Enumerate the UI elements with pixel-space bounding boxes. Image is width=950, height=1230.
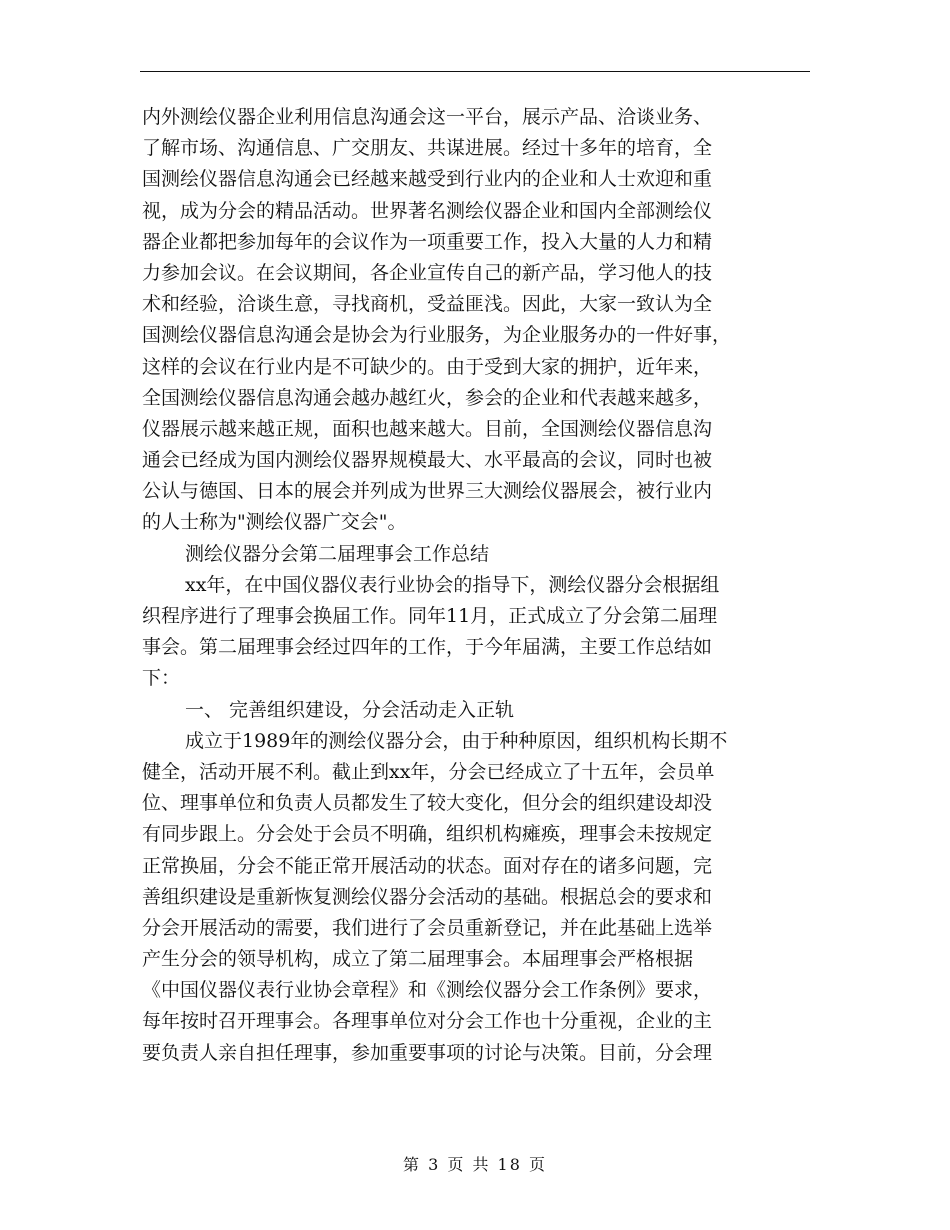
text-line: 产生分会的领导机构，成立了第二届理事会。本届理事会严格根据 [142, 948, 694, 971]
text-line: 全国测绘仪器信息沟通会越办越红火，参会的企业和代表越来越多， [142, 386, 713, 409]
text-line: xx年，在中国仪器仪表行业协会的指导下，测绘仪器分会根据组 [185, 573, 720, 596]
text-line: 下： [142, 667, 181, 690]
text-line: 仪器展示越来越正规，面积也越来越大。目前，全国测绘仪器信息沟 [142, 417, 713, 440]
text-line: 国测绘仪器信息沟通会是协会为行业服务，为企业服务办的一件好事， [142, 324, 732, 347]
text-line: 分会开展活动的需要，我们进行了会员重新登记，并在此基础上选举 [142, 916, 713, 939]
body-text [142, 102, 810, 1069]
text-line: 织程序进行了理事会换届工作。同年11月，正式成立了分会第二届理 [142, 605, 718, 627]
text-line: 一、 完善组织建设，分会活动走入正轨 [185, 698, 515, 721]
text-line: 成立于1989年的测绘仪器分会，由于种种原因，组织机构长期不 [185, 729, 728, 752]
text-line: 通会已经成为国内测绘仪器界规模最大、水平最高的会议，同时也被 [142, 449, 713, 472]
text-line: 测绘仪器分会第二届理事会工作总结 [185, 542, 490, 565]
text-line: 力参加会议。在会议期间，各企业宣传自己的新产品，学习他人的技 [142, 261, 713, 284]
text-line: 国测绘仪器信息沟通会已经越来越受到行业内的企业和人士欢迎和重 [142, 168, 713, 191]
text-line: 内外测绘仪器企业利用信息沟通会这一平台，展示产品、洽谈业务、 [142, 106, 713, 128]
text-line: 的人士称为"测绘仪器广交会"。 [142, 511, 407, 534]
text-line: 这样的会议在行业内是不可缺少的。由于受到大家的拥护，近年来， [142, 355, 713, 378]
text-line: 每年按时召开理事会。各理事单位对分会工作也十分重视，企业的主 [142, 1010, 713, 1033]
text-line: 有同步跟上。分会处于会员不明确，组织机构瘫痪，理事会未按规定 [142, 823, 713, 846]
text-line: 事会。第二届理事会经过四年的工作，于今年届满，主要工作总结如 [142, 636, 713, 659]
text-line: 位、理事单位和负责人员都发生了较大变化，但分会的组织建设却没 [142, 792, 713, 815]
text-line: 器企业都把参加每年的会议作为一项重要工作，投入大量的人力和精 [142, 230, 713, 253]
text-line: 健全，活动开展不利。截止到xx年，分会已经成立了十五年，会员单 [142, 760, 715, 783]
text-line: 术和经验，洽谈生意，寻找商机，受益匪浅。因此，大家一致认为全 [142, 293, 713, 316]
text-line: 了解市场、沟通信息、广交朋友、共谋进展。经过十多年的培育，全 [142, 137, 713, 160]
page-number-footer: 第 3 页 共 18 页 [403, 1155, 547, 1174]
text-line: 公认与德国、日本的展会并列成为世界三大测绘仪器展会，被行业内 [142, 480, 713, 503]
text-line: 视，成为分会的精品活动。世界著名测绘仪器企业和国内全部测绘仪 [142, 199, 713, 222]
text-line: 善组织建设是重新恢复测绘仪器分会活动的基础。根据总会的要求和 [142, 885, 713, 908]
text-line: 正常换届，分会不能正常开展活动的状态。面对存在的诸多问题，完 [142, 854, 713, 877]
text-line: 《中国仪器仪表行业协会章程》和《测绘仪器分会工作条例》要求， [142, 979, 713, 1002]
text-line: 要负责人亲自担任理事，参加重要事项的讨论与决策。目前，分会理 [142, 1041, 713, 1064]
header-rule [140, 71, 810, 72]
